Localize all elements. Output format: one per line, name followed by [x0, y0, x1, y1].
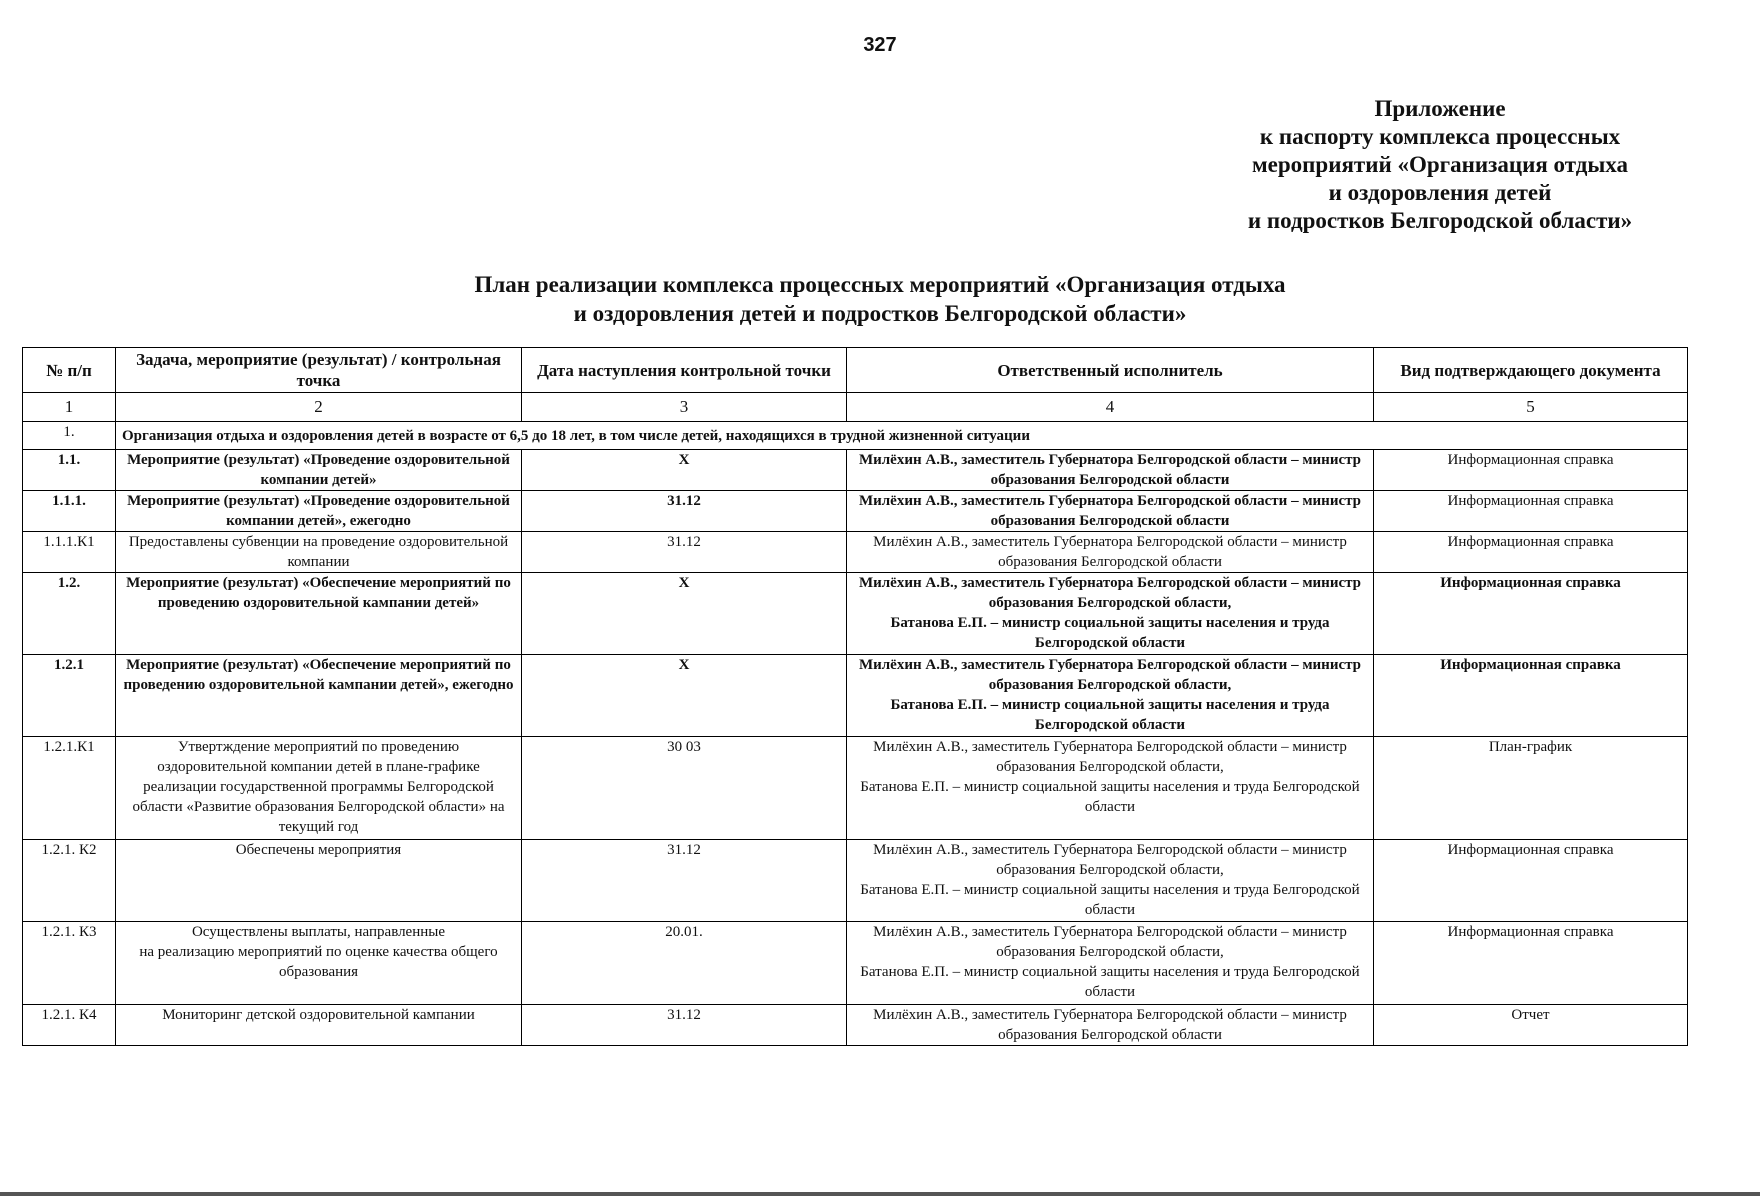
page-bottom-border	[0, 1192, 1760, 1196]
group-number: 1.	[23, 422, 116, 450]
row-date: 31.12	[522, 532, 847, 573]
column-number: 3	[522, 393, 847, 422]
page-number: 327	[863, 34, 897, 56]
row-task: Обеспечены мероприятия	[116, 840, 522, 922]
row-executor: Милёхин А.В., заместитель Губернатора Белгородской области – министр образования Белгородской области, Батанова Е.П. – министр социальной защиты населения и труда Белгородской области	[847, 737, 1374, 840]
row-document: План-график	[1374, 737, 1688, 840]
row-task: Мероприятие (результат) «Обеспечение мероприятий по проведению оздоровительной кампании детей», ежегодно	[116, 655, 522, 737]
column-number: 4	[847, 393, 1374, 422]
table-row	[23, 737, 1688, 840]
row-task: Мероприятие (результат) «Обеспечение мероприятий по проведению оздоровительной кампании детей»	[116, 573, 522, 655]
row-document: Информационная справка	[1374, 450, 1688, 491]
table-row	[23, 1005, 1688, 1046]
column-number: 2	[116, 393, 522, 422]
row-executor: Милёхин А.В., заместитель Губернатора Белгородской области – министр образования Белгородской области, Батанова Е.П. – министр социальной защиты населения и труда Белгородской области	[847, 840, 1374, 922]
table-row	[23, 532, 1688, 573]
row-executor: Милёхин А.В., заместитель Губернатора Белгородской области – министр образования Белгородской области	[847, 532, 1374, 573]
table-row	[23, 922, 1688, 1005]
row-document: Информационная справка	[1374, 532, 1688, 573]
row-number: 1.1.1.	[23, 491, 116, 532]
column-number: 1	[23, 393, 116, 422]
row-document: Информационная справка	[1374, 922, 1688, 1005]
row-executor: Милёхин А.В., заместитель Губернатора Белгородской области – министр образования Белгородской области, Батанова Е.П. – министр социальной защиты населения и труда Белгородской области	[847, 655, 1374, 737]
appendix-line: и подростков Белгородской области»	[1247, 208, 1633, 233]
row-task: Предоставлены субвенции на проведение оздоровительной компании	[116, 532, 522, 573]
header-row	[23, 348, 1688, 393]
table-row	[23, 840, 1688, 922]
row-date: Х	[522, 573, 847, 655]
header-document: Вид подтверждающего документа	[1374, 348, 1688, 393]
header-number: № п/п	[23, 348, 116, 393]
row-number: 1.1.	[23, 450, 116, 491]
row-document: Информационная справка	[1374, 491, 1688, 532]
row-number: 1.2.1. К3	[23, 922, 116, 1005]
column-numbers-row	[23, 393, 1688, 422]
row-executor: Милёхин А.В., заместитель Губернатора Белгородской области – министр образования Белгородской области	[847, 491, 1374, 532]
row-date: Х	[522, 655, 847, 737]
group-title: Организация отдыха и оздоровления детей в возрасте от 6,5 до 18 лет, в том числе детей, находящихся в трудной жизненной ситуации	[116, 422, 1688, 450]
column-number: 5	[1374, 393, 1688, 422]
appendix-line: мероприятий «Организация отдыха	[1251, 152, 1628, 177]
row-executor: Милёхин А.В., заместитель Губернатора Белгородской области – министр образования Белгородской области	[847, 450, 1374, 491]
table-row	[23, 655, 1688, 737]
plan-title	[200, 270, 1560, 328]
header-executor: Ответственный исполнитель	[847, 348, 1374, 393]
row-document: Отчет	[1374, 1005, 1688, 1046]
row-task: Мероприятие (результат) «Проведение оздоровительной компании детей»	[116, 450, 522, 491]
row-number: 1.2.	[23, 573, 116, 655]
table-row	[23, 491, 1688, 532]
row-task: Мониторинг детской оздоровительной кампании	[116, 1005, 522, 1046]
appendix-line: к паспорту комплекса процессных	[1259, 124, 1621, 149]
row-executor: Милёхин А.В., заместитель Губернатора Белгородской области – министр образования Белгородской области	[847, 1005, 1374, 1046]
row-document: Информационная справка	[1374, 655, 1688, 737]
row-date: 31.12	[522, 491, 847, 532]
row-date: 31.12	[522, 840, 847, 922]
table-row	[23, 573, 1688, 655]
appendix-heading	[1190, 95, 1690, 235]
table-row	[23, 450, 1688, 491]
row-number: 1.2.1. К4	[23, 1005, 116, 1046]
plan-title-line-2: и оздоровления детей и подростков Белгородской области»	[573, 301, 1187, 326]
plan-title-line-1: План реализации комплекса процессных мероприятий «Организация отдыха	[474, 272, 1286, 297]
row-number: 1.2.1	[23, 655, 116, 737]
header-date: Дата наступления контрольной точки	[522, 348, 847, 393]
row-date: 20.01.	[522, 922, 847, 1005]
header-task: Задача, мероприятие (результат) / контрольная точка	[116, 348, 522, 393]
row-executor: Милёхин А.В., заместитель Губернатора Белгородской области – министр образования Белгородской области, Батанова Е.П. – министр социальной защиты населения и труда Белгородской области	[847, 573, 1374, 655]
row-document: Информационная справка	[1374, 840, 1688, 922]
row-document: Информационная справка	[1374, 573, 1688, 655]
implementation-plan-table	[22, 347, 1688, 1046]
row-task: Осуществлены выплаты, направленные на реализацию мероприятий по оценке качества общего образования	[116, 922, 522, 1005]
row-number: 1.2.1.К1	[23, 737, 116, 840]
row-task: Утвертждение мероприятий по проведению оздоровительной компании детей в плане-графике реализации государственной программы Белгородской области «Развитие образования Белгородской области» на текущий год	[116, 737, 522, 840]
group-row	[23, 422, 1688, 450]
row-date: 31.12	[522, 1005, 847, 1046]
row-date: 30 03	[522, 737, 847, 840]
appendix-line: Приложение	[1374, 96, 1506, 121]
row-task: Мероприятие (результат) «Проведение оздоровительной компании детей», ежегодно	[116, 491, 522, 532]
row-number: 1.2.1. К2	[23, 840, 116, 922]
row-executor: Милёхин А.В., заместитель Губернатора Белгородской области – министр образования Белгородской области, Батанова Е.П. – министр социальной защиты населения и труда Белгородской области	[847, 922, 1374, 1005]
row-number: 1.1.1.К1	[23, 532, 116, 573]
appendix-line: и оздоровления детей	[1328, 180, 1552, 205]
row-date: Х	[522, 450, 847, 491]
